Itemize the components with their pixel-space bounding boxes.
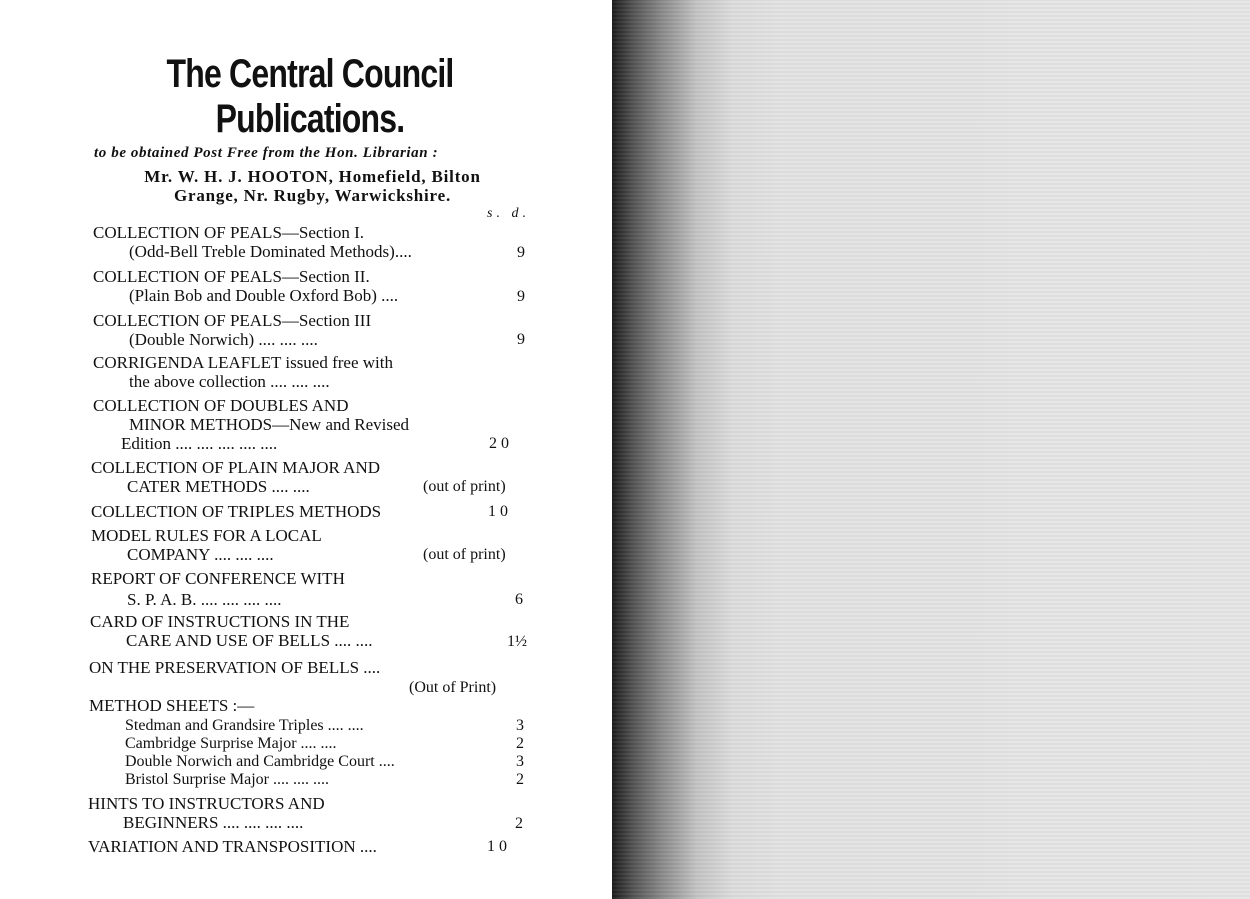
publication-title: VARIATION AND TRANSPOSITION ....	[88, 837, 377, 856]
publication-price: 9	[517, 288, 525, 305]
librarian-address-line-1: Mr. W. H. J. HOOTON, Homefield, Bilton	[144, 167, 481, 186]
publication-price: 3	[516, 717, 524, 734]
publication-edition: Edition .... .... .... .... ....	[121, 434, 278, 453]
publication-subtitle: MINOR METHODS—New and Revised	[129, 415, 410, 434]
publication-title: COLLECTION OF PEALS—Section II.	[93, 267, 370, 286]
publication-price: 9	[517, 331, 525, 348]
right-page-blank	[612, 0, 1250, 899]
publication-subtitle: S. P. A. B. .... .... .... ....	[127, 590, 282, 609]
publication-subtitle: the above collection .... .... ....	[129, 372, 330, 391]
librarian-address-line-2: Grange, Nr. Rugby, Warwickshire.	[173, 186, 451, 205]
publication-subtitle: CARE AND USE OF BELLS .... ....	[126, 631, 373, 650]
title-line-1: The Central Council	[166, 52, 454, 96]
method-sheet-title: Bristol Surprise Major .... .... ....	[125, 771, 329, 788]
publication-title: CARD OF INSTRUCTIONS IN THE	[90, 612, 350, 631]
publication-price: 6	[515, 591, 523, 608]
obtain-note: to be obtained Post Free from the Hon. Librarian :	[94, 145, 439, 161]
publication-price: 2	[515, 815, 523, 832]
publication-title: MODEL RULES FOR A LOCAL	[91, 526, 322, 545]
publication-title: COLLECTION OF PEALS—Section I.	[93, 223, 365, 242]
publication-title: ON THE PRESERVATION OF BELLS ....	[89, 658, 381, 677]
method-sheet-title: Stedman and Grandsire Triples .... ....	[125, 717, 364, 734]
publication-subtitle: CATER METHODS .... ....	[127, 477, 310, 496]
publication-price: (Out of Print)	[409, 679, 497, 696]
publication-price: 3	[516, 753, 524, 770]
publication-price: (out of print)	[423, 478, 506, 495]
publication-title: COLLECTION OF PEALS—Section III	[93, 311, 372, 330]
method-sheet-title: Double Norwich and Cambridge Court ....	[125, 753, 395, 770]
publication-price: (out of print)	[423, 546, 506, 563]
publication-subtitle: (Plain Bob and Double Oxford Bob) ....	[129, 286, 399, 305]
publication-subtitle: (Double Norwich) .... .... ....	[129, 330, 318, 349]
publication-title: CORRIGENDA LEAFLET issued free with	[93, 353, 393, 372]
publication-title: HINTS TO INSTRUCTORS AND	[88, 794, 325, 813]
price-column-header: s. d.	[487, 206, 530, 221]
publication-price: 1½	[507, 633, 527, 650]
publication-subtitle: COMPANY .... .... ....	[127, 545, 274, 564]
publication-price: 1 0	[487, 838, 507, 855]
publication-subtitle: BEGINNERS .... .... .... ....	[123, 813, 304, 832]
publication-title: METHOD SHEETS :—	[89, 696, 255, 715]
method-sheet-title: Cambridge Surprise Major .... ....	[125, 735, 337, 752]
publication-price: 1 0	[488, 503, 508, 520]
left-page	[0, 0, 612, 899]
publication-title: REPORT OF CONFERENCE WITH	[91, 569, 345, 588]
publication-title: COLLECTION OF PLAIN MAJOR AND	[91, 458, 381, 477]
title-line-2: Publications.	[215, 97, 405, 141]
publication-title: COLLECTION OF TRIPLES METHODS	[91, 502, 382, 521]
publication-title: COLLECTION OF DOUBLES AND	[93, 396, 349, 415]
publication-price: 2 0	[489, 435, 509, 452]
publication-price: 2	[516, 771, 524, 788]
publication-price: 9	[517, 244, 525, 261]
publication-subtitle: (Odd-Bell Treble Dominated Methods)....	[129, 242, 412, 261]
publication-price: 2	[516, 735, 524, 752]
